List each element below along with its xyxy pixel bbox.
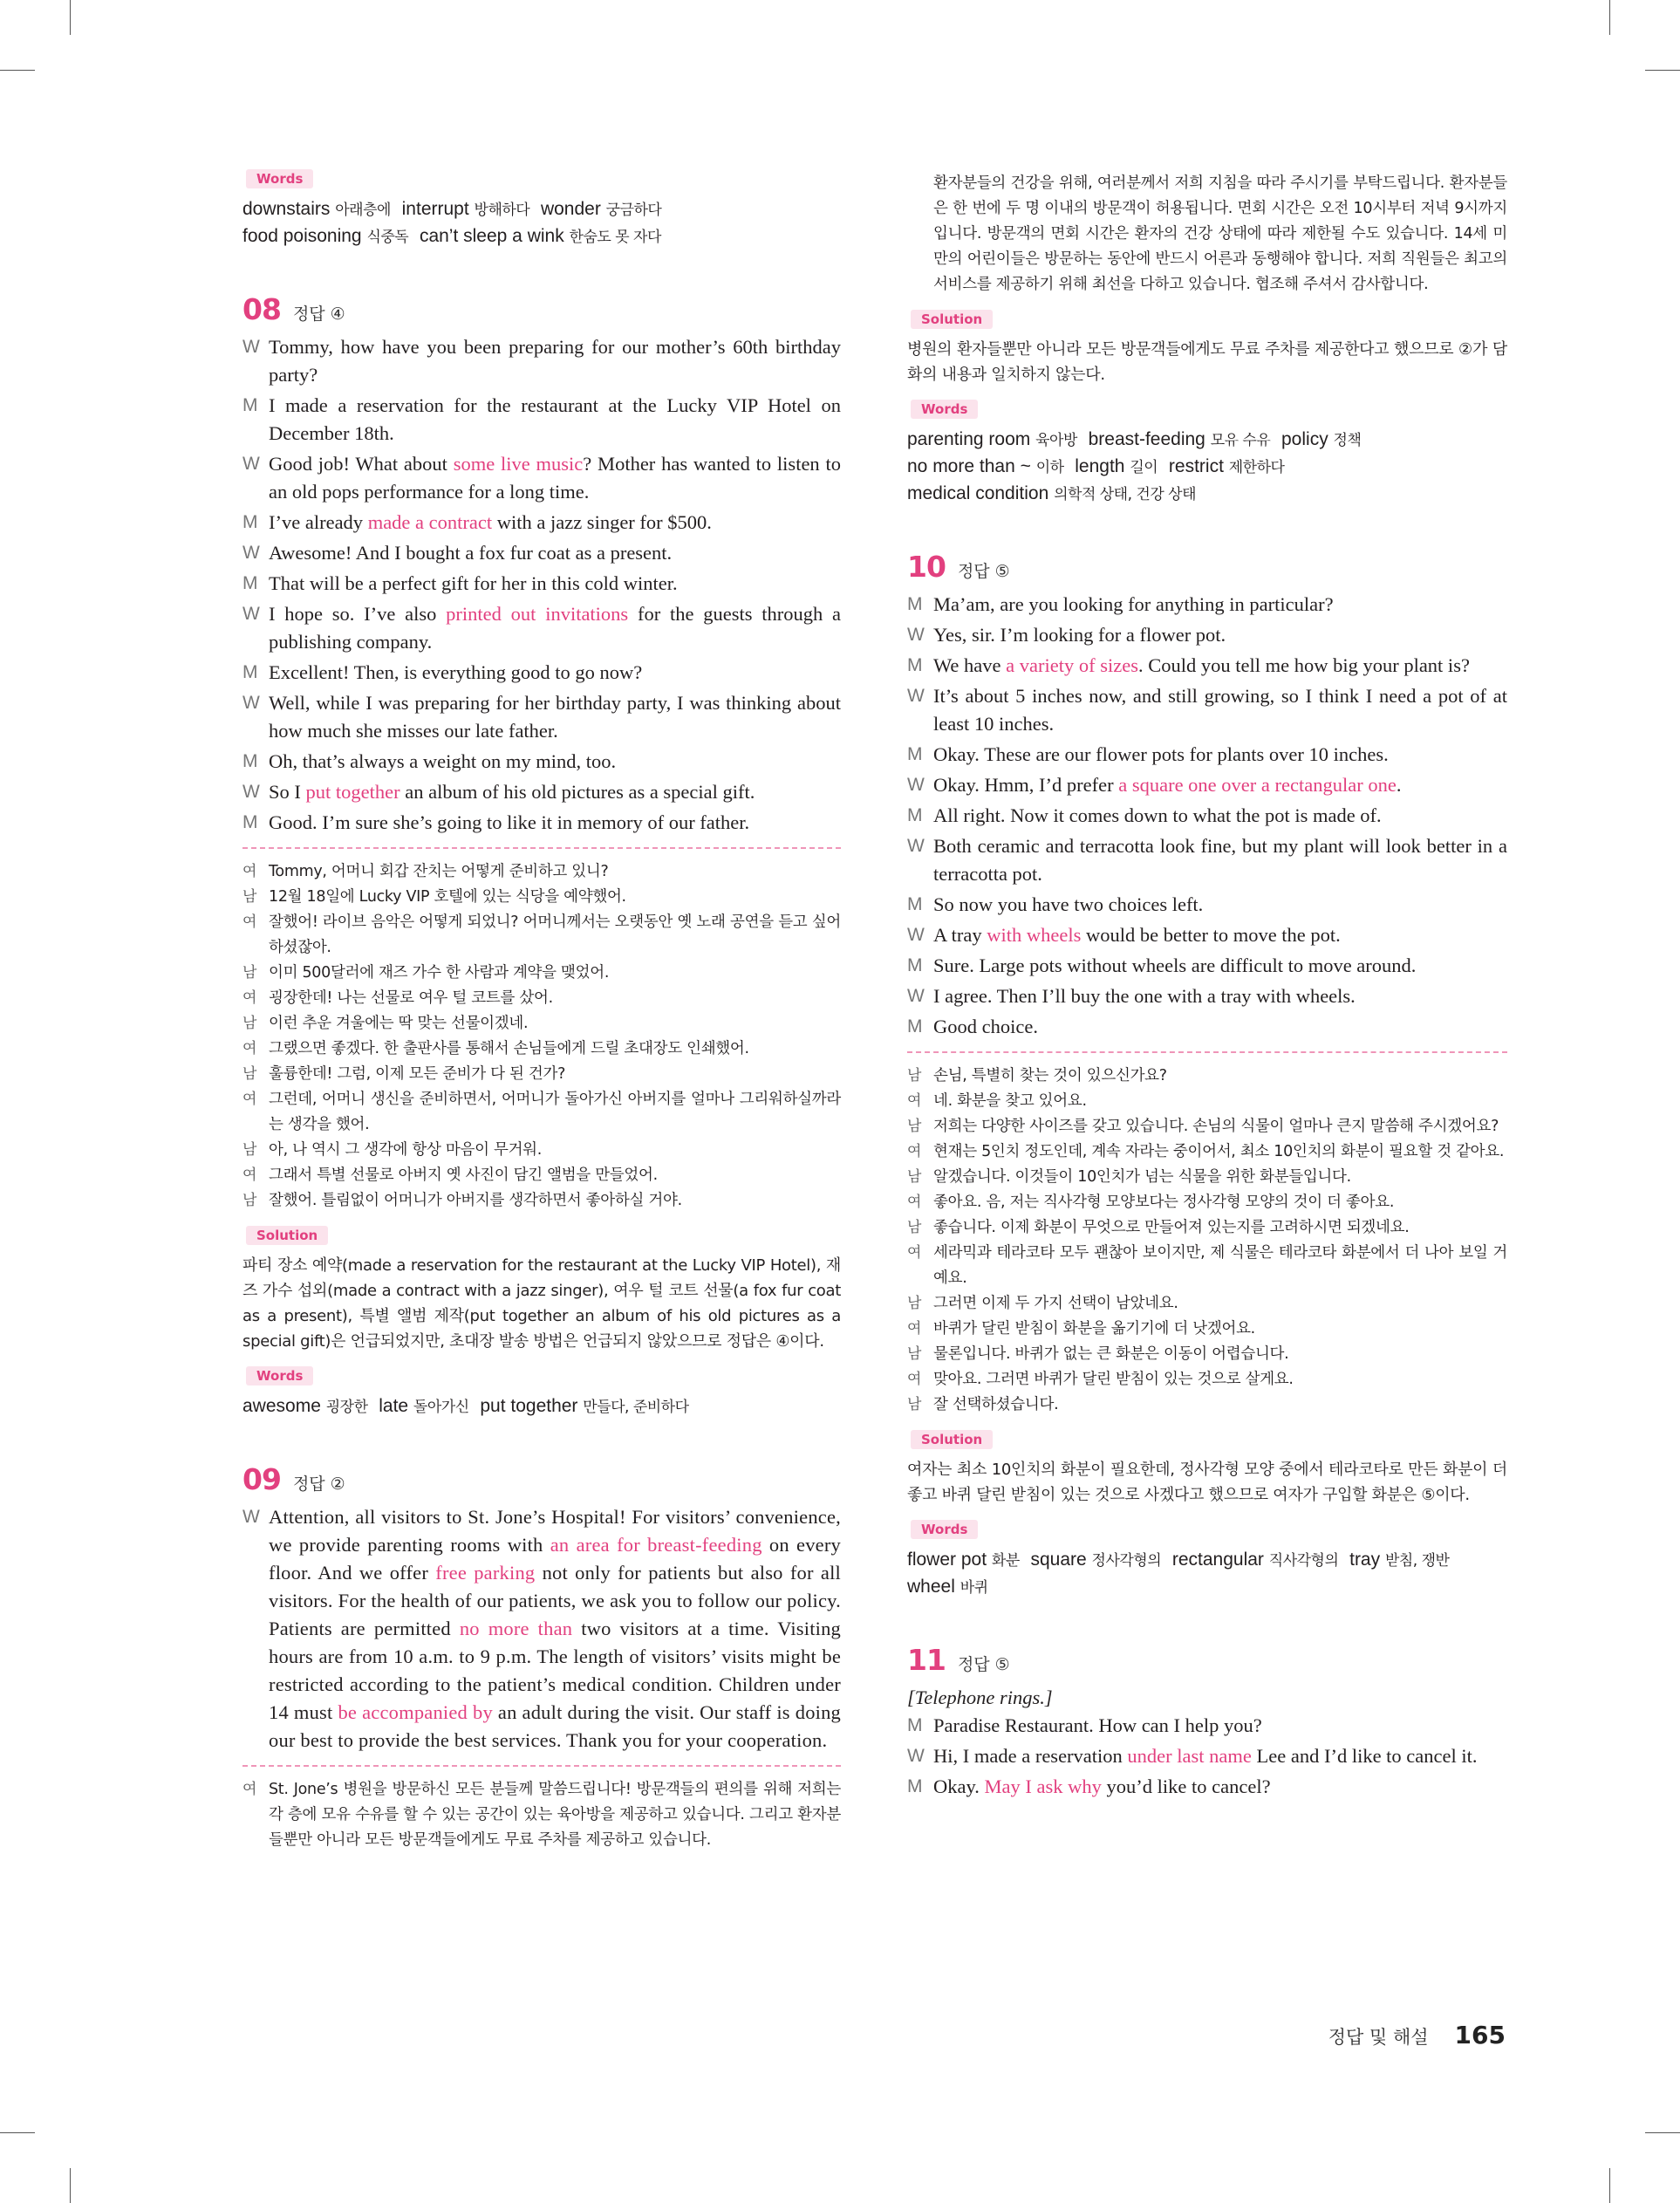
dialogue-text: So now you have two choices left. — [933, 893, 1204, 915]
word-meaning: 식중독 — [366, 229, 409, 246]
korean-text: 환자분들의 건강을 위해, 여러분께서 저희 지침을 따라 주시기를 부탁드립니다. 환자분들은 한 번에 두 명 이내의 방문객이 허용됩니다. 면회 시간은 오전 10시부터 저녁 9시까지입니다. 방문객의 면회 시간은 환자의 건강 상태에 따라 제한될 수도 있습니다. 14세 미만의 어린이들은 방문하는 동안에 반드시 어른과 동행해야 합니다. 저희 직원들은 최고의 서비스를 제공하기 위해 최선을 다하고 있습니다. 협조해 주셔서 감사합니다. — [933, 174, 1507, 293]
korean-line — [907, 1291, 1507, 1317]
speaker-label: M — [907, 1715, 923, 1735]
stage-direction: [Telephone rings.] — [907, 1686, 1053, 1708]
korean-line — [242, 885, 841, 910]
speaker-label: 남 — [907, 1219, 922, 1236]
dialogue-line — [907, 832, 1507, 888]
dialogue-line — [242, 748, 841, 776]
word-term: tray — [1349, 1550, 1385, 1570]
right-column — [907, 171, 1507, 1803]
korean-translation-09 — [242, 1777, 841, 1853]
page-footer — [1328, 2021, 1506, 2049]
words-line — [907, 481, 1507, 508]
question-header-11 — [907, 1643, 1507, 1677]
speaker-label: 여 — [242, 1781, 257, 1798]
answer-label: 정답 ⑤ — [957, 1655, 1010, 1674]
dialogue-line — [907, 1742, 1507, 1770]
speaker-label: 여 — [907, 1320, 922, 1338]
korean-text: 그랬으면 좋겠다. 한 출판사를 통해서 손님들에게 드릴 초대장도 인쇄했어. — [269, 1040, 749, 1057]
word-meaning: 한숨도 못 자다 — [569, 229, 661, 246]
words-tag: Words — [911, 1520, 978, 1539]
speaker-label: 여 — [242, 1040, 257, 1057]
dialogue-line — [907, 952, 1507, 980]
speaker-label: M — [907, 955, 923, 975]
dialogue-text: That will be a perfect gift for her in this cold winter. — [269, 572, 678, 594]
speaker-label: 남 — [242, 1192, 257, 1209]
dialogue-text: A tray with wheels would be better to move the pot. — [933, 924, 1341, 946]
speaker-label: M — [907, 744, 923, 764]
answer-label: 정답 ② — [292, 1474, 345, 1494]
dialogue-line — [907, 771, 1507, 799]
words-line — [907, 1547, 1507, 1574]
korean-text: 잘했어. 틀림없이 어머니가 아버지를 생각하면서 좋아하실 거야. — [269, 1192, 682, 1209]
word-term: restrict — [1168, 456, 1229, 476]
crop-mark — [1645, 2132, 1680, 2133]
korean-text: 좋아요. 음, 저는 직사각형 모양보다는 정사각형 모양의 것이 더 좋아요. — [933, 1194, 1395, 1211]
speaker-label: 여 — [907, 1371, 922, 1388]
korean-text: 잘했어! 라이브 음악은 어떻게 되었니? 어머니께서는 오랫동안 옛 노래 공연을 듣고 싶어 하셨잖아. — [269, 913, 841, 956]
words-tag: Words — [911, 400, 978, 419]
dialogue-line — [907, 921, 1507, 949]
monologue-text: Attention, all visitors to St. Jone’s Hospital! For visitors’ convenience, we provide parenting rooms with an area for breast-feeding on every floor. And we offer free parking not only for patients but also for all visitors. For the health of our patients, we ask you to follow our policy. Patients are permitted no more than two visitors at a time. Visiting hours are from 10 a.m. to 9 p.m. The length of visitors’ visits might be restricted according to the patient’s medical condition. Children under 14 must be accompanied by an adult during the visit. Our staff is doing our best to provide the best services. Thank you for your cooperation. — [269, 1506, 842, 1751]
speaker-label: M — [907, 894, 923, 914]
dialogue-text: Excellent! Then, is everything good to go now? — [269, 661, 643, 683]
dialogue-text: Okay. Hmm, I’d prefer a square one over a rectangular one. — [933, 774, 1402, 796]
speaker-label: M — [242, 395, 258, 415]
korean-text: 그런데, 어머니 생신을 준비하면서, 어머니가 돌아가신 아버지를 얼마나 그리워하실까라는 생각을 했어. — [269, 1091, 841, 1133]
dialogue-text: Both ceramic and terracotta look fine, but my plant will look better in a terracotta pot. — [933, 835, 1507, 885]
speaker-label: M — [907, 1016, 923, 1037]
korean-line — [907, 1114, 1507, 1139]
answer-label: 정답 ④ — [292, 304, 345, 324]
speaker-label: W — [907, 625, 925, 645]
dialogue-line — [907, 591, 1507, 619]
dialogue-text: Okay. These are our flower pots for plants over 10 inches. — [933, 743, 1389, 765]
korean-text: 저희는 다양한 사이즈를 갖고 있습니다. 손님의 식물이 얼마나 큰지 말씀해 주시겠어요? — [933, 1118, 1499, 1135]
speaker-label: 여 — [242, 913, 257, 931]
korean-line — [242, 859, 841, 885]
words-line — [242, 223, 841, 250]
words-line — [242, 1393, 841, 1420]
speaker-label: 남 — [242, 888, 257, 906]
word-term: downstairs — [242, 199, 336, 219]
dialogue-line — [242, 778, 841, 806]
word-term: parenting room — [907, 429, 1036, 449]
word-term: interrupt — [401, 199, 475, 219]
dialogue-line — [242, 600, 841, 656]
highlight-phrase: no more than — [459, 1618, 573, 1639]
speaker-label: W — [242, 693, 260, 713]
question-number: 08 — [242, 292, 281, 326]
highlight-phrase: put together — [305, 781, 400, 803]
speaker-label: 남 — [907, 1396, 922, 1413]
speaker-label: 여 — [242, 1166, 257, 1184]
crop-mark — [1609, 2168, 1610, 2203]
highlight-phrase: May I ask why — [984, 1775, 1102, 1797]
highlight-phrase: with wheels — [987, 924, 1082, 946]
word-term: rectangular — [1171, 1550, 1269, 1570]
korean-text: 그러면 이제 두 가지 선택이 남았네요. — [933, 1295, 1178, 1312]
speaker-label: 남 — [907, 1118, 922, 1135]
korean-text: 바퀴가 달린 받침이 화분을 옮기기에 더 낫겠어요. — [933, 1320, 1255, 1338]
question-header-09 — [242, 1462, 841, 1496]
question-header-10 — [907, 550, 1507, 584]
speaker-label: 남 — [907, 1345, 922, 1363]
dialogue-line — [242, 689, 841, 745]
dialogue-line — [907, 982, 1507, 1010]
dialogue-text: I hope so. I’ve also printed out invitations for the guests through a publishing company. — [269, 603, 841, 653]
answer-label: 정답 ⑤ — [957, 562, 1010, 581]
korean-line — [242, 1188, 841, 1214]
speaker-label: M — [242, 751, 258, 771]
speaker-label: 여 — [242, 989, 257, 1007]
korean-line — [242, 1037, 841, 1062]
word-term: no more than ~ — [907, 456, 1036, 476]
words-tag: Words — [246, 1366, 313, 1385]
korean-text: 알겠습니다. 이것들이 10인치가 넘는 식물을 위한 화분들입니다. — [933, 1168, 1351, 1186]
monologue-09 — [242, 1503, 841, 1755]
dialogue-text: Okay. May I ask why you’d like to cancel? — [933, 1775, 1271, 1797]
korean-text: 아, 나 역시 그 생각에 항상 마음이 무거워. — [269, 1141, 543, 1159]
dialogue-text: Paradise Restaurant. How can I help you? — [933, 1714, 1262, 1736]
highlight-phrase: a square one over a rectangular one — [1118, 774, 1397, 796]
solution-text: 병원의 환자들뿐만 아니라 모든 방문객들에게도 무료 주차를 제공한다고 했으므로 ②가 담화의 내용과 일치하지 않는다. — [907, 340, 1507, 384]
korean-line — [242, 1087, 841, 1138]
dialogue-line — [242, 509, 841, 537]
speaker-label: W — [242, 454, 260, 474]
speaker-label: 남 — [242, 1015, 257, 1032]
highlight-phrase: made a contract — [367, 511, 493, 533]
speaker-label: M — [242, 812, 258, 832]
korean-text: 굉장한데! 나는 선물로 여우 털 코트를 샀어. — [269, 989, 553, 1007]
korean-line — [907, 1215, 1507, 1241]
dialogue-11 — [907, 1712, 1507, 1801]
speaker-label: 남 — [242, 1141, 257, 1159]
word-term: late — [379, 1396, 413, 1416]
dialogue-line — [907, 1013, 1507, 1041]
highlight-phrase: some live music — [453, 453, 584, 475]
word-term: put together — [480, 1396, 584, 1416]
korean-text: 물론입니다. 바퀴가 없는 큰 화분은 이동이 어렵습니다. — [933, 1345, 1289, 1363]
words-list — [907, 427, 1507, 508]
highlight-phrase: free parking — [435, 1562, 536, 1584]
words-line — [907, 427, 1507, 454]
crop-mark — [1645, 70, 1680, 71]
korean-text: Tommy, 어머니 회갑 잔치는 어떻게 준비하고 있니? — [269, 863, 609, 880]
word-term: wonder — [540, 199, 606, 219]
speaker-label: M — [242, 512, 258, 532]
words-line — [242, 196, 841, 223]
dialogue-text: I’ve already made a contract with a jazz singer for $500. — [269, 511, 712, 533]
word-meaning: 받침, 쟁반 — [1384, 1552, 1450, 1570]
words-tag: Words — [246, 169, 313, 188]
speaker-label: 남 — [242, 964, 257, 982]
korean-text: 잘 선택하셨습니다. — [933, 1396, 1059, 1413]
korean-text: 현재는 5인치 정도인데, 계속 자라는 중이어서, 최소 10인치의 화분이 필요할 것 같아요. — [933, 1143, 1505, 1160]
word-meaning: 바퀴 — [960, 1579, 988, 1597]
dialogue-text: I agree. Then I’ll buy the one with a tray with wheels. — [933, 985, 1356, 1007]
korean-line — [907, 1190, 1507, 1215]
korean-translation-09-cont — [907, 171, 1507, 298]
korean-text: 좋습니다. 이제 화분이 무엇으로 만들어져 있는지를 고려하시면 되겠네요. — [933, 1219, 1410, 1236]
korean-line — [242, 1062, 841, 1087]
words-list — [242, 196, 841, 250]
solution-tag: Solution — [911, 1430, 993, 1449]
words-line — [907, 1574, 1507, 1601]
dialogue-line — [242, 659, 841, 687]
speaker-label: 남 — [907, 1168, 922, 1186]
dialogue-line — [907, 682, 1507, 738]
question-number: 11 — [907, 1643, 946, 1677]
dialogue-text: Awesome! And I bought a fox fur coat as a present. — [269, 542, 673, 564]
dialogue-line — [907, 741, 1507, 769]
question-header-08 — [242, 292, 841, 326]
korean-line — [242, 910, 841, 961]
korean-translation-08 — [242, 859, 841, 1214]
word-term: can’t sleep a wink — [419, 226, 570, 246]
korean-line — [907, 1241, 1507, 1291]
words-list — [242, 1393, 841, 1420]
dialogue-line — [907, 802, 1507, 830]
solution-tag: Solution — [911, 310, 993, 329]
korean-line — [907, 1342, 1507, 1367]
page-number: 165 — [1454, 2021, 1506, 2049]
question-number: 10 — [907, 550, 946, 584]
speaker-label: 남 — [907, 1295, 922, 1312]
left-column — [242, 169, 841, 1853]
word-term: breast-feeding — [1088, 429, 1211, 449]
word-term: policy — [1281, 429, 1334, 449]
korean-line — [907, 1165, 1507, 1190]
word-meaning: 정책 — [1333, 432, 1362, 449]
speaker-label: M — [907, 594, 923, 614]
korean-line — [242, 1138, 841, 1163]
korean-translation-10 — [907, 1064, 1507, 1418]
word-meaning: 모유 수유 — [1210, 432, 1271, 449]
speaker-label: W — [242, 543, 260, 563]
divider — [242, 847, 841, 849]
dialogue-text: Well, while I was preparing for her birthday party, I was thinking about how much she misses our late father. — [269, 692, 841, 742]
divider — [242, 1765, 841, 1767]
speaker-label: M — [242, 662, 258, 682]
speaker-label: W — [242, 782, 260, 802]
korean-text: 이런 추운 겨울에는 딱 맞는 선물이겠네. — [269, 1015, 529, 1032]
crop-mark — [1609, 0, 1610, 35]
korean-text: 네. 화분을 찾고 있어요. — [933, 1092, 1087, 1110]
solution-text: 파티 장소 예약(made a reservation for the restaurant at the Lucky VIP Hotel), 재즈 가수 섭외(made a contract with a jazz singer), 여우 털 코트 선물(a fox fur coat as a present), 특별 앨범 제작(put together an album of his old pictures as a special gift)은 언급되었지만, 초대장 발송 방법은 언급되지 않았으므로 정답은 ④이다. — [242, 1256, 841, 1351]
highlight-phrase: printed out invitations — [446, 603, 629, 625]
dialogue-line — [242, 333, 841, 389]
dialogue-line — [907, 1712, 1507, 1740]
word-meaning: 만들다, 준비하다 — [583, 1399, 689, 1416]
korean-line — [907, 1139, 1507, 1165]
speaker-label: W — [242, 604, 260, 624]
dialogue-text: Oh, that’s always a weight on my mind, too. — [269, 750, 617, 772]
dialogue-text: Ma’am, are you looking for anything in particular? — [933, 593, 1334, 615]
word-term: medical condition — [907, 483, 1055, 503]
speaker-label: M — [242, 573, 258, 593]
words-list — [907, 1547, 1507, 1601]
highlight-phrase: a variety of sizes — [1006, 654, 1138, 676]
word-meaning: 굉장한 — [325, 1399, 368, 1416]
word-term: wheel — [907, 1577, 960, 1597]
speaker-label: W — [907, 836, 925, 856]
korean-line — [907, 1064, 1507, 1089]
word-meaning: 방해하다 — [474, 202, 530, 219]
dialogue-text: All right. Now it comes down to what the pot is made of. — [933, 804, 1382, 826]
speaker-label: 여 — [907, 1092, 922, 1110]
dialogue-text: Hi, I made a reservation under last name Lee and I’d like to cancel it. — [933, 1745, 1478, 1767]
crop-mark — [0, 2132, 35, 2133]
dialogue-line — [242, 539, 841, 567]
speaker-label: M — [907, 1776, 923, 1796]
word-meaning: 직사각형의 — [1268, 1552, 1339, 1570]
korean-text: 손님, 특별히 찾는 것이 있으신가요? — [933, 1067, 1167, 1084]
speaker-label: M — [907, 655, 923, 675]
korean-line — [907, 1392, 1507, 1418]
dialogue-text: Sure. Large pots without wheels are difficult to move around. — [933, 954, 1417, 976]
speaker-label: W — [242, 1507, 260, 1527]
words-line — [907, 454, 1507, 481]
korean-text: 훌륭한데! 그럼, 이제 모든 준비가 다 된 건가? — [269, 1065, 566, 1083]
korean-line — [907, 1089, 1507, 1114]
dialogue-text: I made a reservation for the restaurant at the Lucky VIP Hotel on December 18th. — [269, 394, 841, 444]
speaker-label: 여 — [242, 1091, 257, 1108]
dialogue-text: Tommy, how have you been preparing for our mother’s 60th birthday party? — [269, 336, 841, 386]
speaker-label: M — [907, 805, 923, 825]
speaker-label: 여 — [907, 1194, 922, 1211]
korean-line — [242, 1011, 841, 1037]
word-meaning: 정사각형의 — [1091, 1552, 1162, 1570]
dialogue-text: So I put together an album of his old pictures as a special gift. — [269, 781, 755, 803]
korean-line — [242, 1163, 841, 1188]
solution-tag: Solution — [246, 1226, 328, 1245]
speaker-label: W — [907, 686, 925, 706]
korean-text: 12월 18일에 Lucky VIP 호텔에 있는 식당을 예약했어. — [269, 888, 626, 906]
dialogue-line — [907, 1773, 1507, 1801]
speaker-label: W — [907, 1746, 925, 1766]
speaker-label: W — [242, 337, 260, 357]
highlight-phrase: be accompanied by — [338, 1701, 493, 1723]
speaker-label: W — [907, 925, 925, 945]
crop-mark — [0, 70, 35, 71]
korean-line — [242, 986, 841, 1011]
solution-text: 여자는 최소 10인치의 화분이 필요한데, 정사각형 모양 중에서 테라코타로 만든 화분이 더 좋고 바퀴 달린 받침이 있는 것으로 사겠다고 했으므로 여자가 구입할 화분은 ⑤이다. — [907, 1461, 1507, 1504]
dialogue-line — [907, 652, 1507, 680]
korean-text: St. Jone’s 병원을 방문하신 모든 분들께 말씀드립니다! 방문객들의 편의를 위해 저희는 각 층에 모유 수유를 할 수 있는 공간이 있는 육아방을 제공하고 있습니다. 그리고 환자분들뿐만 아니라 모든 방문객들에게도 무료 주차를 제공하고 있습니다. — [269, 1781, 841, 1849]
dialogue-text: Yes, sir. I’m looking for a flower pot. — [933, 624, 1226, 646]
dialogue-line — [242, 450, 841, 506]
dialogue-text: Good job! What about some live music? Mother has wanted to listen to an old pops performance for a long time. — [269, 453, 841, 503]
dialogue-line — [242, 570, 841, 598]
dialogue-text: It’s about 5 inches now, and still growing, so I think I need a pot of at least 10 inches. — [933, 685, 1507, 735]
word-meaning: 아래층에 — [335, 202, 391, 219]
dialogue-line — [242, 392, 841, 448]
word-meaning: 육아방 — [1035, 432, 1077, 449]
question-number: 09 — [242, 1462, 281, 1496]
highlight-phrase: under last name — [1127, 1745, 1252, 1767]
speaker-label: W — [907, 775, 925, 795]
word-meaning: 의학적 상태, 건강 상태 — [1054, 486, 1197, 503]
word-meaning: 이하 — [1035, 459, 1064, 476]
korean-text: 이미 500달러에 재즈 가수 한 사람과 계약을 맺었어. — [269, 964, 610, 982]
speaker-label: 남 — [242, 1065, 257, 1083]
word-meaning: 궁금하다 — [605, 202, 662, 219]
word-meaning: 돌아가신 — [413, 1399, 469, 1416]
korean-text: 맞아요. 그러면 바퀴가 달린 받침이 있는 것으로 살게요. — [933, 1371, 1294, 1388]
korean-line — [242, 961, 841, 986]
dialogue-08 — [242, 333, 841, 837]
crop-mark — [70, 0, 71, 35]
dialogue-line — [907, 621, 1507, 649]
word-term: food poisoning — [242, 226, 367, 246]
word-term: flower pot — [907, 1550, 992, 1570]
speaker-label: 여 — [907, 1143, 922, 1160]
speaker-label: 여 — [907, 1244, 922, 1262]
highlight-phrase: an area for breast-feeding — [550, 1534, 762, 1556]
korean-line — [907, 1317, 1507, 1342]
word-meaning: 화분 — [991, 1552, 1020, 1570]
word-term: awesome — [242, 1396, 326, 1416]
word-term: square — [1030, 1550, 1092, 1570]
word-meaning: 길이 — [1130, 459, 1158, 476]
dialogue-text: Good choice. — [933, 1016, 1038, 1037]
footer-label: 정답 및 해설 — [1328, 2027, 1429, 2048]
divider — [907, 1051, 1507, 1053]
crop-mark — [70, 2168, 71, 2203]
korean-text: 세라믹과 테라코타 모두 괜찮아 보이지만, 제 식물은 테라코타 화분에서 더 나아 보일 거예요. — [933, 1244, 1507, 1287]
dialogue-text: Good. I’m sure she’s going to like it in memory of our father. — [269, 811, 750, 833]
speaker-label: 여 — [242, 863, 257, 880]
word-term: length — [1075, 456, 1130, 476]
korean-text: 그래서 특별 선물로 아버지 옛 사진이 담긴 앨범을 만들었어. — [269, 1166, 658, 1184]
speaker-label: 남 — [907, 1067, 922, 1084]
dialogue-text: We have a variety of sizes. Could you tell me how big your plant is? — [933, 654, 1470, 676]
word-meaning: 제한하다 — [1228, 459, 1285, 476]
korean-line — [907, 1367, 1507, 1392]
dialogue-line — [907, 891, 1507, 919]
dialogue-10 — [907, 591, 1507, 1041]
dialogue-line — [242, 809, 841, 837]
speaker-label: W — [907, 986, 925, 1006]
